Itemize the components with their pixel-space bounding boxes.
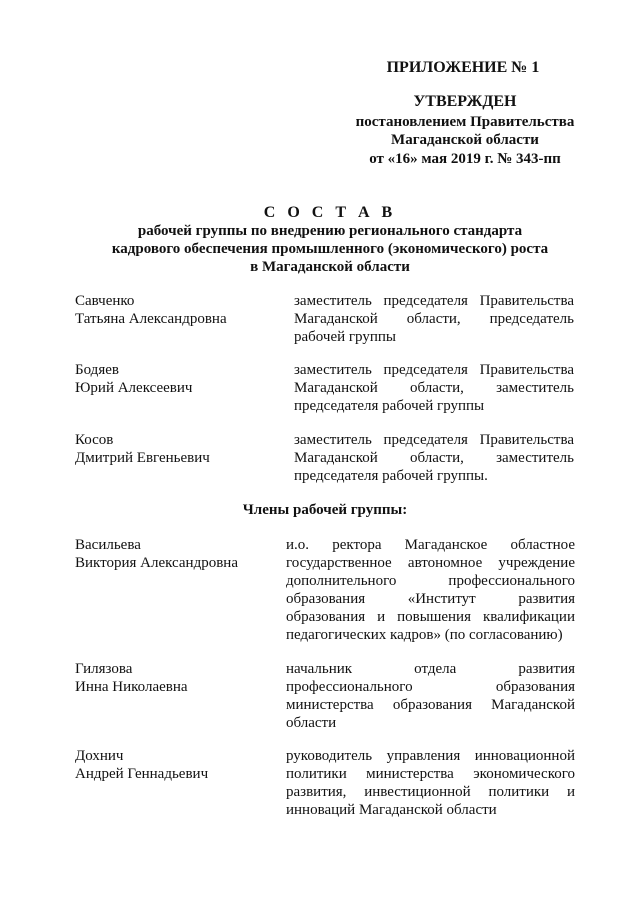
person-surname: Савченко — [75, 293, 135, 309]
position-line: рабочей группы — [294, 329, 396, 345]
document-subtitle-line: рабочей группы по внедрению регионального стандарта — [137, 223, 523, 239]
person-given-names: Андрей Геннадьевич — [75, 766, 209, 782]
position-line: государственное автономное учреждение — [286, 555, 575, 571]
position-line: и.о. ректора Магаданское областное — [286, 537, 575, 553]
position-line: Магаданской области, заместитель — [294, 450, 574, 466]
person-position — [294, 361, 574, 415]
position-line: образования и повышения квалификации — [286, 609, 575, 625]
position-line: педагогических кадров» (по согласованию) — [286, 627, 563, 643]
person-name — [75, 747, 285, 783]
position-line: председателя рабочей группы. — [294, 468, 488, 484]
position-line: развития, инвестиционной политики и — [286, 784, 575, 800]
position-line: области — [286, 715, 337, 731]
person-surname: Гилязова — [75, 661, 133, 677]
person-given-names: Виктория Александровна — [75, 555, 238, 571]
position-line: руководитель управления инновационной — [286, 748, 575, 764]
person-name — [75, 361, 285, 397]
person-given-names: Дмитрий Евгеньевич — [75, 450, 210, 466]
person-position — [286, 747, 575, 819]
position-line: начальник отдела развития — [286, 661, 575, 677]
position-line: дополнительного профессионального — [286, 573, 575, 589]
person-given-names: Инна Николаевна — [75, 679, 188, 695]
position-line: инноваций Магаданской области — [286, 802, 497, 818]
document-subtitle-line: кадрового обеспечения промышленного (экономического) роста — [111, 241, 549, 257]
person-position — [286, 536, 575, 644]
document-subtitle-line: в Магаданской области — [250, 259, 410, 275]
document-title: С О С Т А В — [263, 204, 397, 221]
position-line: образования «Институт развития — [286, 591, 575, 607]
person-surname: Васильева — [75, 537, 141, 553]
members-heading: Члены рабочей группы: — [242, 502, 408, 518]
position-line: заместитель председателя Правительства — [294, 432, 574, 448]
approved-by-line: от «16» мая 2019 г. № 343-пп — [369, 151, 561, 167]
position-line: Магаданской области, председатель — [294, 311, 574, 327]
appendix-label: ПРИЛОЖЕНИЕ № 1 — [386, 59, 540, 76]
approved-by-line: постановлением Правительства — [355, 114, 575, 130]
person-name — [75, 536, 285, 572]
person-surname: Бодяев — [75, 362, 119, 378]
person-given-names: Юрий Алексеевич — [75, 380, 193, 396]
position-line: председателя рабочей группы — [294, 398, 485, 414]
position-line: Магаданской области, заместитель — [294, 380, 574, 396]
person-position — [286, 660, 575, 732]
person-position — [294, 431, 574, 485]
approved-by-line: Магаданской области — [391, 132, 539, 148]
person-name — [75, 292, 285, 328]
person-surname: Косов — [75, 432, 114, 448]
person-surname: Дохнич — [75, 748, 124, 764]
position-line: политики министерства экономического — [286, 766, 575, 782]
position-line: профессионального образования — [286, 679, 575, 695]
person-name — [75, 660, 285, 696]
person-position — [294, 292, 574, 346]
position-line: заместитель председателя Правительства — [294, 293, 574, 309]
position-line: министерства образования Магаданской — [286, 697, 575, 713]
person-name — [75, 431, 285, 467]
position-line: заместитель председателя Правительства — [294, 362, 574, 378]
approved-label: УТВЕРЖДЕН — [413, 93, 517, 110]
person-given-names: Татьяна Александровна — [75, 311, 227, 327]
